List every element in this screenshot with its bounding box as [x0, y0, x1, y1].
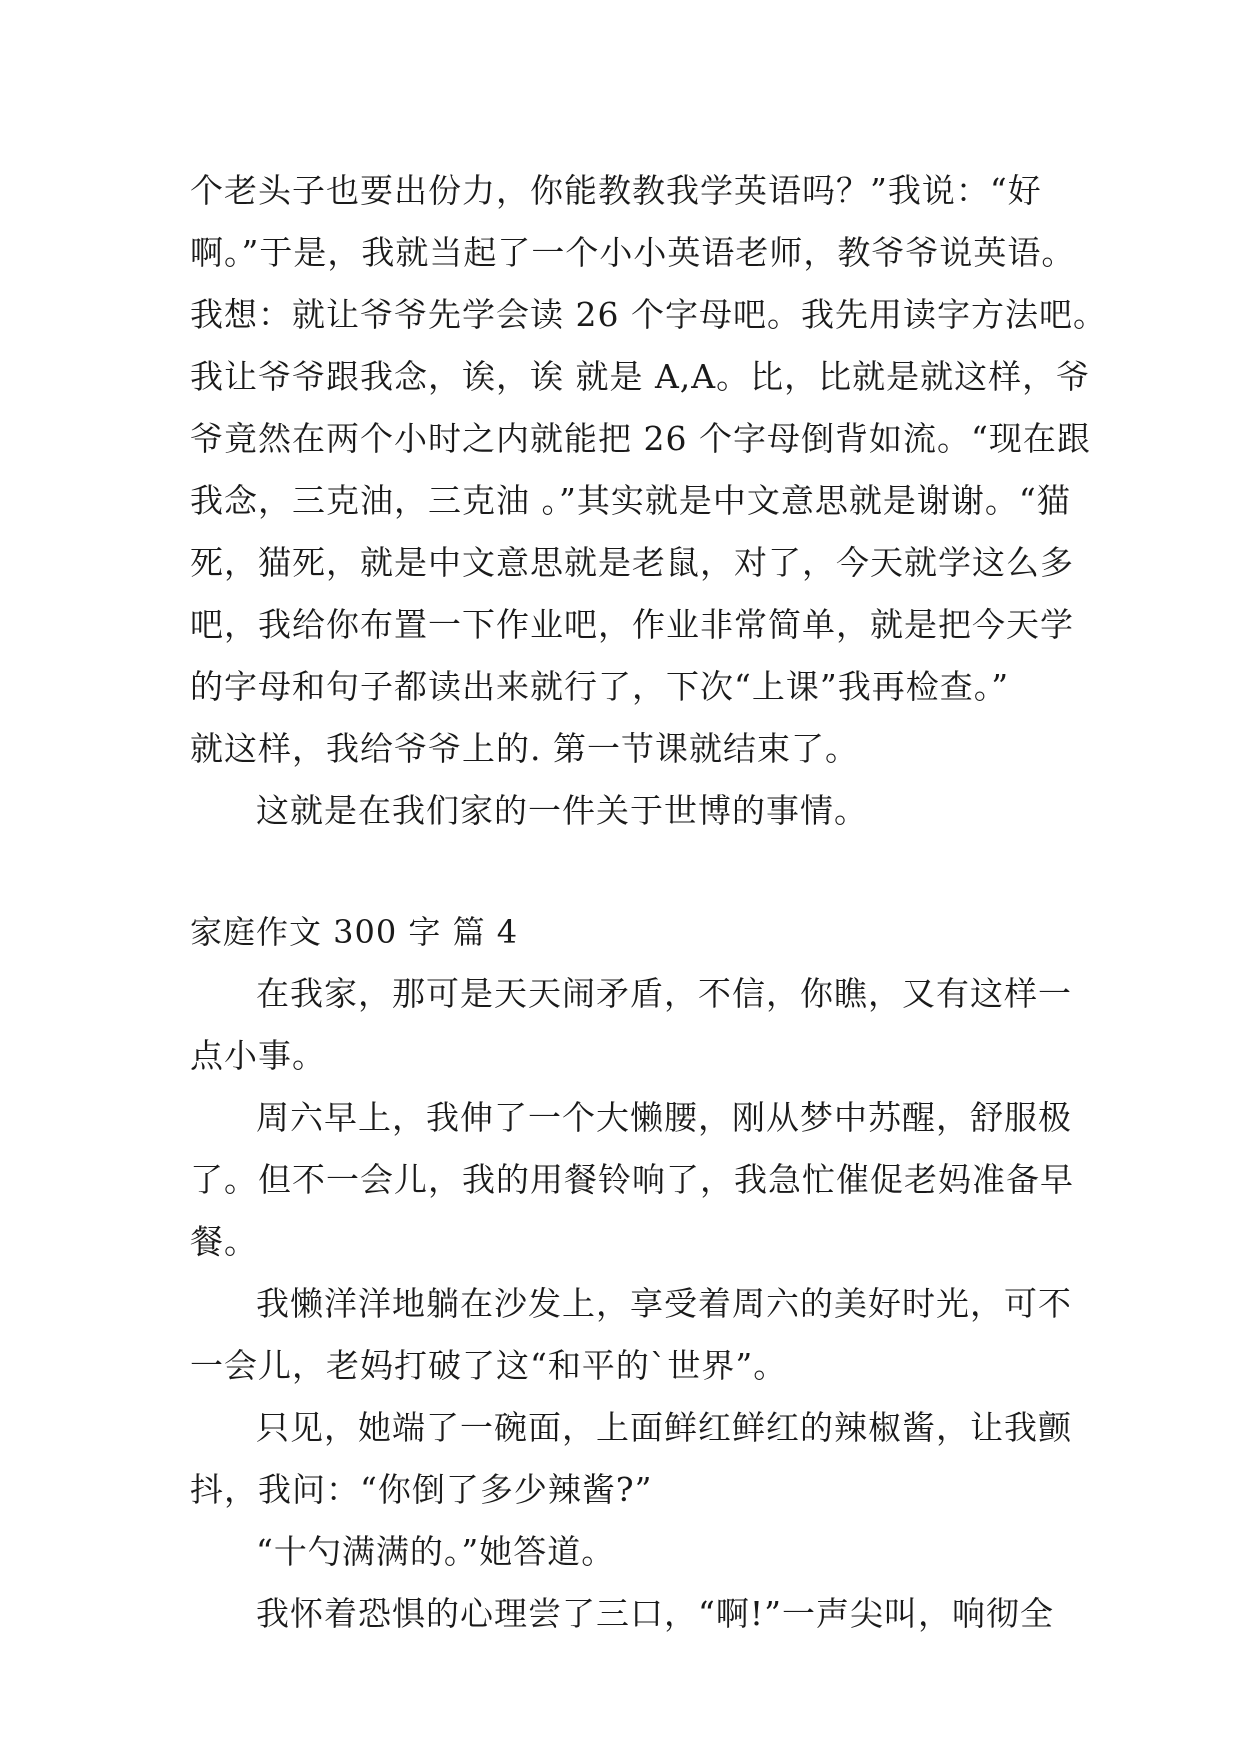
- paragraph-tasting: [190, 1583, 1070, 1645]
- section-heading: 家庭作文 300 字 篇 4: [190, 913, 519, 951]
- paragraph-conclusion: [190, 780, 1070, 842]
- text-line: 死，猫死，就是中文意思就是老鼠，对了，今天就学这么多: [190, 543, 1074, 582]
- text-line: 就这样，我给爷爷上的. 第一节课就结束了。: [190, 729, 859, 768]
- text-line: 个老头子也要出份力，你能教教我学英语吗？”我说：“好: [190, 171, 1042, 210]
- text-line: 啊。”于是，我就当起了一个小小英语老师，教爷爷说英语。: [190, 233, 1076, 272]
- text-line: “十勺满满的。”她答道。: [256, 1532, 616, 1571]
- paragraph-saturday-morning: [190, 1087, 1074, 1273]
- text-line: 在我家，那可是天天闹矛盾，不信，你瞧，又有这样一: [256, 974, 1072, 1013]
- text-line: 了。但不一会儿，我的用餐铃响了，我急忙催促老妈准备早: [190, 1160, 1074, 1199]
- text-line: 我想：就让爷爷先学会读 26 个字母吧。我先用读字方法吧。: [190, 295, 1107, 334]
- text-line: 的字母和句子都读出来就行了，下次“上课”我再检查。”: [190, 667, 1010, 706]
- text-line: 我念，三克油，三克油 。”其实就是中文意思就是谢谢。“猫: [190, 481, 1071, 520]
- text-line: 吧，我给你布置一下作业吧，作业非常简单，就是把今天学: [190, 605, 1074, 644]
- text-line: 周六早上，我伸了一个大懒腰，刚从梦中苏醒，舒服极: [256, 1098, 1072, 1137]
- text-line: 我怀着恐惧的心理尝了三口，“啊!”一声尖叫，响彻全: [256, 1594, 1055, 1633]
- text-line: 这就是在我们家的一件关于世博的事情。: [256, 791, 868, 830]
- paragraph-teaching-grandpa: [190, 160, 1107, 780]
- text-line: 点小事。: [190, 1036, 326, 1075]
- text-line: 我让爷爷跟我念，诶，诶 就是 A,A。比，比就是就这样，爷: [190, 357, 1091, 396]
- paragraph-intro: [190, 963, 1070, 1087]
- section-spacer: [190, 842, 1070, 901]
- paragraph-noodles: [190, 1397, 1070, 1521]
- text-line: 抖，我问：“你倒了多少辣酱?”: [190, 1470, 653, 1509]
- paragraph-answer: [190, 1521, 1070, 1583]
- document-body: [190, 160, 1107, 1645]
- text-line: 爷竟然在两个小时之内就能把 26 个字母倒背如流。“现在跟: [190, 419, 1091, 458]
- text-line: 我懒洋洋地躺在沙发上，享受着周六的美好时光，可不: [256, 1284, 1072, 1323]
- text-line: 一会儿，老妈打破了这“和平的`世界”。: [190, 1346, 788, 1385]
- paragraph-sofa: [190, 1273, 1070, 1397]
- text-line: 只见，她端了一碗面，上面鲜红鲜红的辣椒酱，让我颤: [256, 1408, 1072, 1447]
- text-line: 餐。: [190, 1222, 258, 1261]
